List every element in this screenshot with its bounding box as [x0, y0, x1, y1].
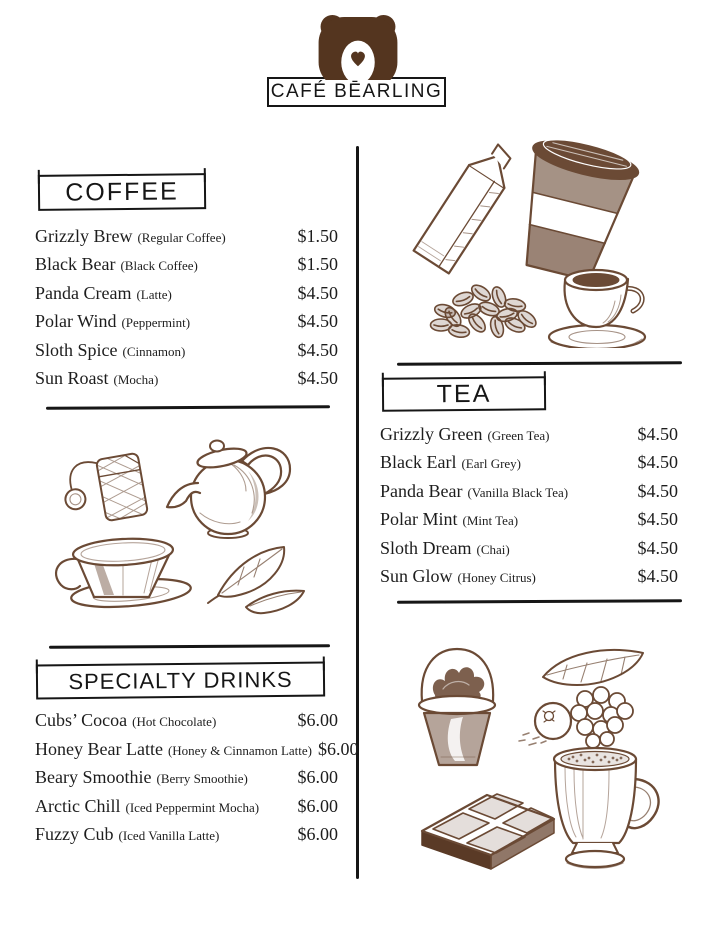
- brand-name-box: [267, 77, 446, 107]
- item-name: Honey Bear Latte: [35, 738, 163, 759]
- item-price: $6.00: [297, 767, 338, 787]
- menu-item: [380, 562, 678, 590]
- menu-item: [35, 763, 338, 792]
- item-price: $6.00: [297, 824, 338, 844]
- specialty-item-list: [35, 706, 359, 849]
- item-price: $4.50: [637, 452, 678, 473]
- item-desc: (Mint Tea): [462, 513, 519, 529]
- tea-leaves-icon: [208, 547, 304, 613]
- tea-bag-icon: [59, 453, 148, 528]
- item-price: $4.50: [297, 339, 338, 360]
- item-desc: (Honey Citrus): [457, 569, 536, 585]
- milk-carton-icon: [414, 137, 523, 273]
- menu-item: [35, 706, 338, 735]
- menu-item: [35, 336, 338, 364]
- column-divider: [356, 146, 359, 879]
- item-name: Sloth Spice: [35, 339, 118, 360]
- item-name: Sun Roast: [35, 367, 109, 388]
- section-title-coffee: [38, 173, 206, 211]
- item-desc: (Honey & Cinnamon Latte): [167, 742, 313, 758]
- rule-above-specialty: [49, 644, 330, 648]
- tea-illustrations: [48, 425, 328, 625]
- item-desc: (Regular Coffee): [137, 230, 226, 245]
- coffee-illustrations: [403, 133, 703, 348]
- menu-item: [380, 420, 678, 448]
- menu-item: [380, 448, 678, 476]
- item-name: Beary Smoothie: [35, 767, 152, 787]
- tea-title-label: TEA: [436, 379, 492, 408]
- item-price: $1.50: [297, 226, 338, 246]
- item-desc: (Berry Smoothie): [156, 771, 248, 786]
- section-title-specialty-drinks: [36, 661, 325, 699]
- item-name: Fuzzy Cub: [35, 824, 114, 844]
- menu-item: [35, 364, 338, 392]
- to-go-cup-icon: [505, 133, 642, 286]
- menu-item: [35, 735, 359, 764]
- item-name: Grizzly Green: [380, 424, 483, 444]
- item-name: Arctic Chill: [35, 795, 121, 816]
- item-price: $4.50: [637, 424, 678, 444]
- item-price: $6.00: [297, 710, 338, 730]
- item-desc: (Vanilla Black Tea): [467, 484, 569, 500]
- section-title-tea: [382, 376, 546, 411]
- brand-name: CAFÉ BĒARLING: [270, 81, 443, 102]
- item-name: Cubs’ Cocoa: [35, 710, 128, 730]
- menu-item: [380, 477, 678, 505]
- dessert-illustrations: [395, 637, 705, 887]
- item-name: Sloth Dream: [380, 537, 472, 558]
- coffee-title-label: COFFEE: [65, 176, 179, 207]
- item-desc: (Green Tea): [487, 428, 550, 443]
- specialty-title-label: SPECIALTY DRINKS: [68, 666, 293, 694]
- item-name: Panda Bear: [380, 480, 463, 501]
- item-desc: (Latte): [136, 286, 172, 302]
- item-desc: (Earl Grey): [461, 456, 522, 472]
- item-desc: (Mocha): [113, 371, 159, 387]
- teacup-icon: [56, 536, 192, 611]
- frappe-cup-icon: [419, 649, 495, 765]
- tea-item-list: [380, 420, 678, 590]
- menu-item: [35, 222, 338, 250]
- item-name: Polar Wind: [35, 311, 117, 332]
- menu-item: [35, 307, 338, 335]
- item-price: $4.50: [297, 282, 338, 303]
- berries-icon: [519, 650, 643, 748]
- item-price: $4.50: [637, 480, 678, 501]
- item-desc: (Hot Chocolate): [132, 714, 217, 729]
- rule-above-tea: [397, 361, 682, 365]
- rule-under-coffee: [46, 405, 330, 409]
- item-price: $4.50: [297, 367, 338, 388]
- coffee-beans-icon: [431, 282, 539, 339]
- item-price: $6.00: [318, 738, 359, 759]
- item-price: $4.50: [637, 509, 678, 530]
- menu-item: [35, 792, 338, 821]
- item-desc: (Cinnamon): [122, 343, 186, 359]
- item-desc: (Peppermint): [121, 315, 191, 331]
- item-price: $6.00: [297, 795, 338, 816]
- item-name: Polar Mint: [380, 509, 458, 530]
- item-name: Black Earl: [380, 452, 457, 473]
- latte-glass-icon: [554, 748, 659, 868]
- item-desc: (Chai): [476, 541, 510, 557]
- menu-item: [35, 250, 338, 278]
- item-name: Panda Cream: [35, 282, 132, 303]
- item-desc: (Black Coffee): [120, 258, 198, 274]
- menu-item: [380, 505, 678, 533]
- menu-item: [380, 534, 678, 562]
- item-name: Sun Glow: [380, 565, 453, 586]
- item-desc: (Iced Peppermint Mocha): [125, 799, 260, 815]
- item-price: $4.50: [297, 311, 338, 332]
- coffee-item-list: [35, 222, 338, 392]
- item-desc: (Iced Vanilla Latte): [118, 828, 220, 843]
- chocolate-bar-icon: [422, 794, 554, 869]
- menu-item: [35, 820, 338, 849]
- menu-item: [35, 279, 338, 307]
- teapot-icon: [167, 441, 290, 539]
- espresso-cup-icon: [549, 270, 645, 348]
- item-name: Black Bear: [35, 254, 116, 275]
- item-name: Grizzly Brew: [35, 226, 133, 246]
- item-price: $1.50: [297, 254, 338, 275]
- item-price: $4.50: [637, 565, 678, 586]
- item-price: $4.50: [637, 537, 678, 558]
- rule-under-tea: [397, 599, 682, 603]
- bear-logo-icon: [316, 13, 400, 80]
